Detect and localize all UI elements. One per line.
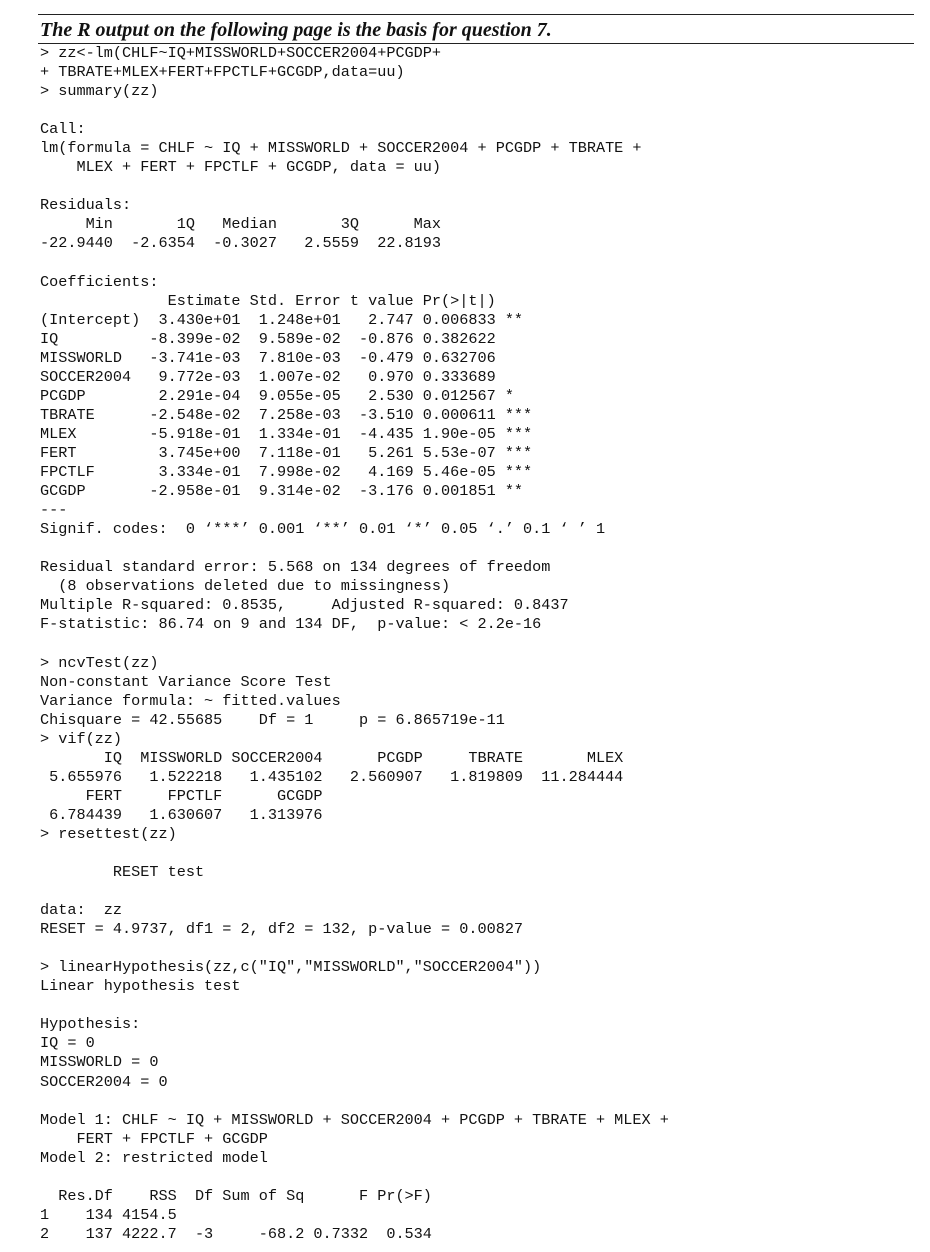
console-line: RESET = 4.9737, df1 = 2, df2 = 132, p-value = 0.00827 — [40, 920, 524, 939]
console-line: Res.Df RSS Df Sum of Sq F Pr(>F) — [40, 1186, 432, 1205]
console-line: IQ MISSWORLD SOCCER2004 PCGDP TBRATE MLEX — [40, 748, 624, 767]
console-line: GCGDP -2.958e-01 9.314e-02 -3.176 0.001851 ** — [40, 482, 524, 501]
console-line — [40, 1168, 920, 1187]
console-line: Hypothesis: — [40, 1015, 141, 1034]
console-line: RESET test — [40, 863, 205, 882]
console-line — [40, 177, 920, 196]
console-line: Multiple R-squared: 0.8535, Adjusted R-squared: 0.8437 — [40, 596, 569, 615]
console-line — [40, 539, 920, 558]
r-console-output — [40, 44, 920, 1244]
console-line: --- — [40, 501, 68, 520]
console-line: + TBRATE+MLEX+FERT+FPCTLF+GCGDP,data=uu) — [40, 63, 405, 82]
heading-rule-box — [38, 14, 914, 44]
console-line: MISSWORLD -3.741e-03 7.810e-03 -0.479 0.632706 — [40, 348, 496, 367]
console-line: F-statistic: 86.74 on 9 and 134 DF, p-value: < 2.2e-16 — [40, 615, 542, 634]
console-line: SOCCER2004 9.772e-03 1.007e-02 0.970 0.333689 — [40, 367, 496, 386]
console-line: TBRATE -2.548e-02 7.258e-03 -3.510 0.000611 *** — [40, 405, 533, 424]
console-line: > zz<-lm(CHLF~IQ+MISSWORLD+SOCCER2004+PCGDP+ — [40, 44, 442, 62]
console-line: MLEX + FERT + FPCTLF + GCGDP, data = uu) — [40, 158, 442, 177]
console-line: 5.655976 1.522218 1.435102 2.560907 1.819809 11.284444 — [40, 767, 624, 786]
console-line: Non-constant Variance Score Test — [40, 672, 332, 691]
console-line — [40, 254, 920, 273]
console-line: 2 137 4222.7 -3 -68.2 0.7332 0.534 — [40, 1224, 432, 1243]
console-line: data: zz — [40, 901, 123, 920]
console-line: Signif. codes: 0 ‘***’ 0.001 ‘**’ 0.01 ‘*’ 0.05 ‘.’ 0.1 ‘ ’ 1 — [40, 520, 606, 539]
console-line: Coefficients: — [40, 272, 159, 291]
console-line — [40, 101, 920, 120]
console-line — [40, 1092, 920, 1111]
console-line — [40, 939, 920, 958]
console-line: PCGDP 2.291e-04 9.055e-05 2.530 0.012567 * — [40, 386, 514, 405]
page-heading: The R output on the following page is the basis for question 7. — [40, 19, 552, 41]
console-line: Min 1Q Median 3Q Max — [40, 215, 442, 234]
console-line: lm(formula = CHLF ~ IQ + MISSWORLD + SOCCER2004 + PCGDP + TBRATE + — [40, 139, 642, 158]
console-line: -22.9440 -2.6354 -0.3027 2.5559 22.8193 — [40, 234, 442, 253]
console-line: Chisquare = 42.55685 Df = 1 p = 6.865719e-11 — [40, 710, 505, 729]
console-line: Variance formula: ~ fitted.values — [40, 691, 341, 710]
console-line: (8 observations deleted due to missingness) — [40, 577, 451, 596]
console-line: MISSWORLD = 0 — [40, 1053, 159, 1072]
console-line: IQ -8.399e-02 9.589e-02 -0.876 0.382622 — [40, 329, 496, 348]
console-line: 6.784439 1.630607 1.313976 — [40, 805, 323, 824]
console-line: SOCCER2004 = 0 — [40, 1072, 168, 1091]
console-line: Estimate Std. Error t value Pr(>|t|) — [40, 291, 496, 310]
console-line: FERT 3.745e+00 7.118e-01 5.261 5.53e-07 *** — [40, 443, 533, 462]
console-line: IQ = 0 — [40, 1034, 95, 1053]
console-line: (Intercept) 3.430e+01 1.248e+01 2.747 0.006833 ** — [40, 310, 524, 329]
console-line — [40, 634, 920, 653]
console-line: Model 2: restricted model — [40, 1148, 268, 1167]
console-line: Call: — [40, 120, 86, 139]
console-line: Model 1: CHLF ~ IQ + MISSWORLD + SOCCER2004 + PCGDP + TBRATE + MLEX + — [40, 1110, 669, 1129]
console-line: MLEX -5.918e-01 1.334e-01 -4.435 1.90e-05 *** — [40, 424, 533, 443]
console-line: FPCTLF 3.334e-01 7.998e-02 4.169 5.46e-05 *** — [40, 463, 533, 482]
console-line: FERT FPCTLF GCGDP — [40, 786, 323, 805]
console-line: > ncvTest(zz) — [40, 653, 159, 672]
console-line: 1 134 4154.5 — [40, 1205, 177, 1224]
console-line: > vif(zz) — [40, 729, 123, 748]
console-line: Linear hypothesis test — [40, 977, 241, 996]
console-line — [40, 882, 920, 901]
console-line: > resettest(zz) — [40, 824, 177, 843]
console-line: Residuals: — [40, 196, 132, 215]
console-line — [40, 844, 920, 863]
console-line: FERT + FPCTLF + GCGDP — [40, 1129, 268, 1148]
console-line: > linearHypothesis(zz,c("IQ","MISSWORLD","SOCCER2004")) — [40, 958, 542, 977]
console-line: > summary(zz) — [40, 82, 159, 101]
console-line — [40, 996, 920, 1015]
console-line: Residual standard error: 5.568 on 134 degrees of freedom — [40, 558, 551, 577]
